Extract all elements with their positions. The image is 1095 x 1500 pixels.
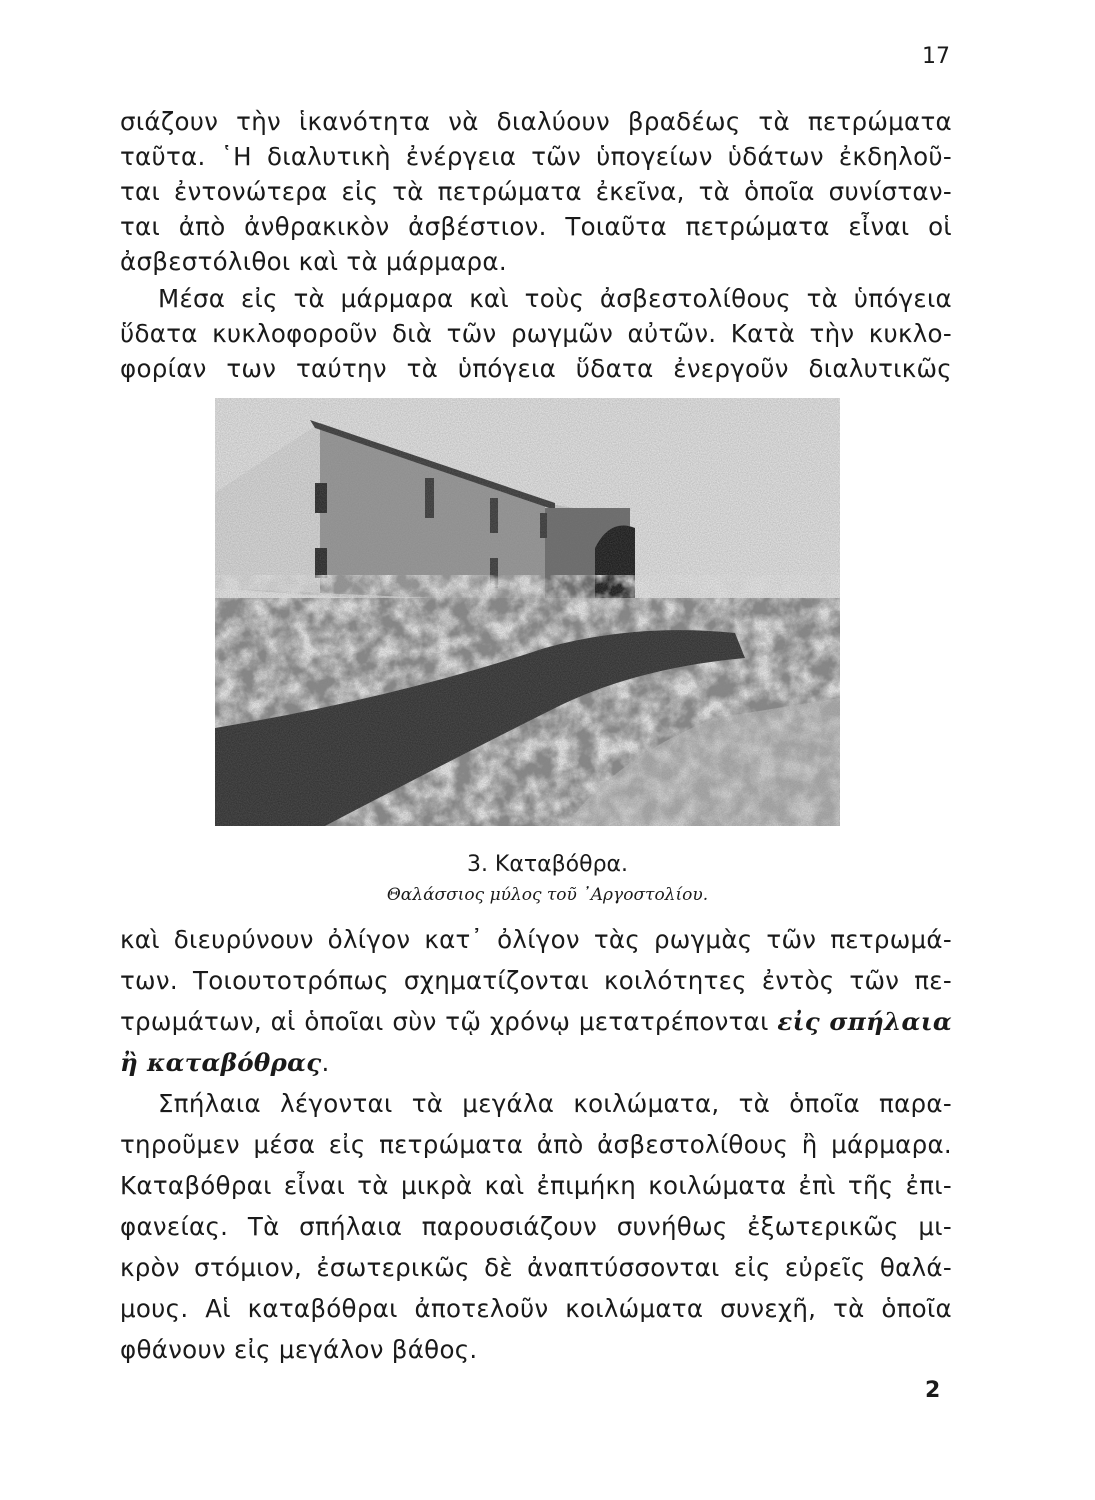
figure-photo-sea-mill <box>215 398 840 826</box>
text-line: σιάζουν τὴν ἱκανότητα νὰ διαλύουν βραδέως τὰ πετρώματα <box>120 107 952 136</box>
text-line: ται ἐντονώτερα εἰς τὰ πετρώματα ἐκεῖνα, τὰ ὁποῖα συνίσταν- <box>120 177 952 206</box>
text-span: . <box>321 1048 330 1077</box>
text-line: Καταβόθραι εἶναι τὰ μικρὰ καὶ ἐπιμήκη κοιλώματα ἐπὶ τῆς ἐπι- <box>120 1171 952 1200</box>
text-line <box>120 1048 952 1078</box>
text-line: φανείας. Τὰ σπήλαια παρουσιάζουν συνήθως ἐξωτερικῶς μι- <box>120 1212 952 1241</box>
text-span: τρωμάτων, αἱ ὁποῖαι σὺν τῷ χρόνῳ μετατρέπονται <box>120 1007 769 1036</box>
text-line: ται ἀπὸ ἀνθρακικὸν ἀσβέστιον. Τοιαῦτα πετρώματα εἶναι οἱ <box>120 212 952 241</box>
text-line: καὶ διευρύνουν ὀλίγον κατ᾿ ὀλίγον τὰς ρωγμὰς τῶν πετρωμά- <box>120 925 952 954</box>
figure-caption-title: 3. Καταβόθρα. <box>466 852 629 877</box>
text-line: των. Τοιουτοτρόπως σχηματίζονται κοιλότητες ἐντὸς τῶν πε- <box>120 966 952 995</box>
emphasis-term: ἢ καταβόθρας <box>120 1048 322 1077</box>
text-line: ἀσβεστόλιθοι καὶ τὰ μάρμαρα. <box>120 247 507 276</box>
text-line: μους. Αἱ καταβόθραι ἀποτελοῦν κοιλώματα συνεχῆ, τὰ ὁποῖα <box>120 1294 952 1323</box>
text-line: ταῦτα. ῾Η διαλυτικὴ ἐνέργεια τῶν ὑπογείων ὑδάτων ἐκδηλοῦ- <box>120 142 952 171</box>
page-number-top: 17 <box>922 44 950 69</box>
emphasis-term: εἰς σπήλαια <box>777 1007 953 1036</box>
text-line: τηροῦμεν μέσα εἰς πετρώματα ἀπὸ ἀσβεστολίθους ἢ μάρμαρα. <box>120 1130 952 1159</box>
text-line <box>120 1007 952 1037</box>
text-line: φορίαν των ταύτην τὰ ὑπόγεια ὕδατα ἐνεργοῦν διαλυτικῶς <box>120 354 952 383</box>
text-line: κρὸν στόμιον, ἐσωτερικῶς δὲ ἀναπτύσσονται εἰς εὐρεῖς θαλά- <box>120 1253 952 1282</box>
text-line: φθάνουν εἰς μεγάλον βάθος. <box>120 1335 478 1364</box>
figure-caption-subtitle: Θαλάσσιος μύλος τοῦ ᾿Αργοστολίου. <box>386 885 709 905</box>
text-line: Μέσα εἰς τὰ μάρμαρα καὶ τοὺς ἀσβεστολίθους τὰ ὑπόγεια <box>158 284 952 313</box>
text-line: ὕδατα κυκλοφοροῦν διὰ τῶν ρωγμῶν αὐτῶν. Κατὰ τὴν κυκλο- <box>120 319 952 348</box>
text-line: Σπήλαια λέγονται τὰ μεγάλα κοιλώματα, τὰ ὁποῖα παρα- <box>158 1089 952 1118</box>
page-number-bottom: 2 <box>925 1378 941 1403</box>
